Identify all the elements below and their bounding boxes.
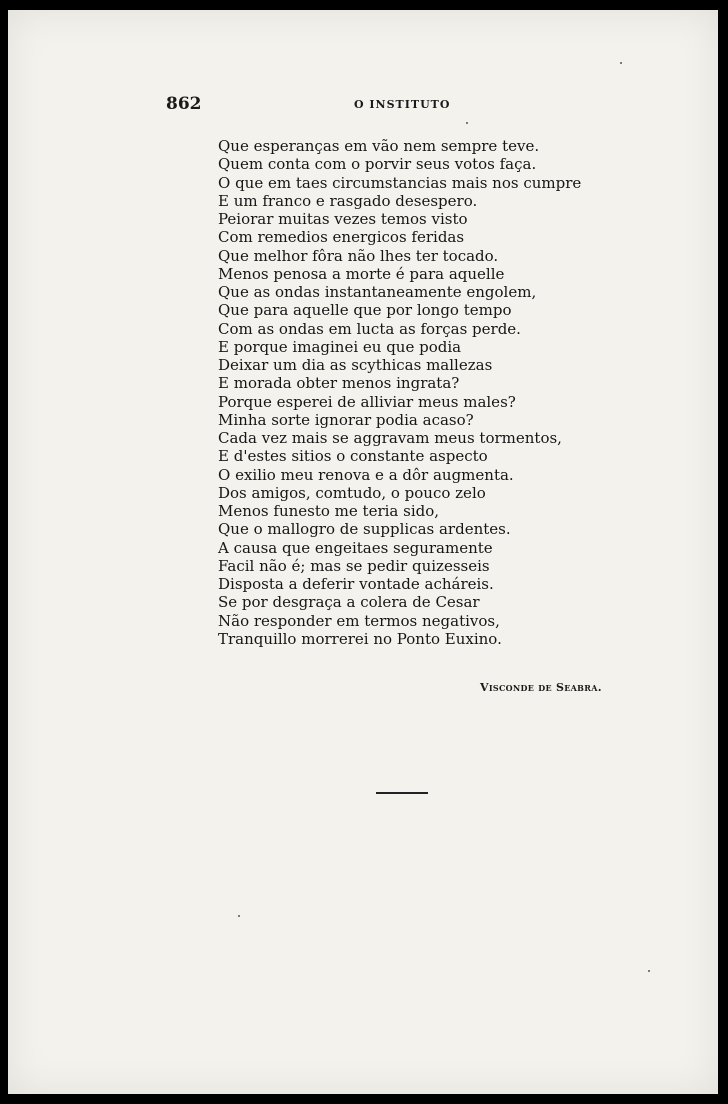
poem-line: Tranquillo morrerei no Ponto Euxino. bbox=[218, 629, 502, 648]
poem-line: Quem conta com o porvir seus votos faça. bbox=[218, 155, 537, 174]
poem-line: Com as ondas em lucta as forças perde. bbox=[218, 319, 521, 338]
poem-line: Menos funesto me teria sido, bbox=[218, 502, 440, 520]
poem-line: Disposta a deferir vontade acháreis. bbox=[218, 575, 494, 593]
poem-line: Deixar um dia as scythicas mallezas bbox=[218, 356, 493, 374]
poem-line: Porque esperei de alliviar meus males? bbox=[218, 392, 516, 411]
poem-line: Minha sorte ignorar podia acaso? bbox=[218, 410, 474, 429]
poem-line: Menos penosa a morte é para aquelle bbox=[218, 264, 505, 283]
poem-line: Que esperanças em vão nem sempre teve. bbox=[218, 137, 540, 155]
poem-line: Cada vez mais se aggravam meus tormentos, bbox=[218, 429, 562, 447]
poem-text bbox=[218, 137, 638, 648]
poem-line: Que melhor fôra não lhes ter tocado. bbox=[218, 246, 499, 265]
poem-line: Dos amigos, comtudo, o pouco zelo bbox=[218, 483, 486, 502]
poem-line: A causa que engeitaes seguramente bbox=[218, 538, 493, 557]
page-number: 862 bbox=[166, 94, 202, 114]
poem-line: Com remedios energicos feridas bbox=[218, 228, 465, 247]
poem-line: Se por desgraça a colera de Cesar bbox=[218, 593, 480, 612]
book-page bbox=[8, 10, 718, 1094]
poem-line: Que para aquelle que por longo tempo bbox=[218, 301, 512, 320]
poem-line: O exilio meu renova e a dôr augmenta. bbox=[218, 465, 514, 484]
print-speck bbox=[238, 915, 240, 917]
page-header bbox=[166, 94, 586, 118]
print-speck bbox=[648, 970, 650, 972]
poem-line: Facil não é; mas se pedir quizesseis bbox=[218, 556, 490, 575]
poem-line: Não responder em termos negativos, bbox=[218, 611, 500, 630]
print-speck bbox=[466, 122, 468, 124]
poem-line: E um franco e rasgado desespero. bbox=[218, 191, 478, 210]
print-speck bbox=[620, 62, 622, 64]
author-signature: Visconde de Seabra. bbox=[480, 681, 602, 694]
poem-line: Que o mallogro de supplicas ardentes. bbox=[218, 520, 511, 539]
poem-line: E morada obter menos ingrata? bbox=[218, 374, 460, 393]
poem-line: E d'estes sitios o constante aspecto bbox=[218, 447, 488, 466]
section-divider bbox=[376, 792, 428, 794]
poem-line: Que as ondas instantaneamente engolem, bbox=[218, 283, 537, 301]
poem-line: O que em taes circumstancias mais nos cumpre bbox=[218, 173, 582, 192]
poem-line: Peiorar muitas vezes temos visto bbox=[218, 210, 468, 228]
running-title: O INSTITUTO bbox=[354, 98, 451, 111]
poem-line: E porque imaginei eu que podia bbox=[218, 337, 462, 356]
